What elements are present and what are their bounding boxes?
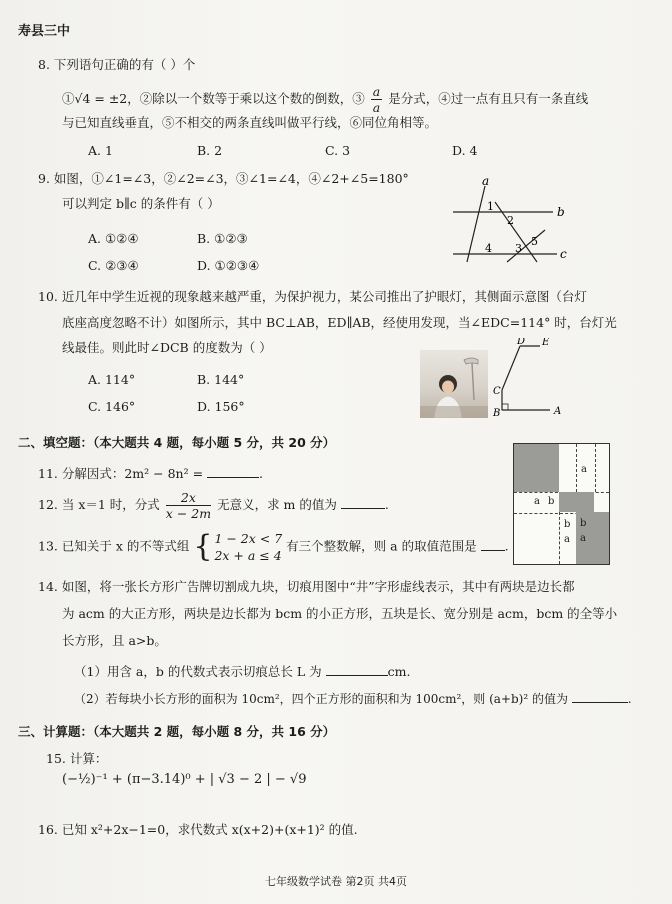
q9-option-d: D. ①②③④: [197, 258, 260, 273]
q15-title: 15. 计算：: [46, 751, 108, 766]
q12: [38, 490, 389, 521]
q8-stem: 8. 下列语句正确的有（ ）个: [38, 57, 196, 72]
label-a: a: [482, 174, 490, 188]
q8-frac-den: a: [372, 100, 381, 115]
q14-sub2-answer-blank[interactable]: [572, 688, 628, 703]
q14-label-b3: b: [580, 518, 587, 529]
q14-sub1-end: cm.: [387, 664, 411, 679]
q13-brace: {: [193, 529, 213, 564]
q8-line2: 与已知直线垂直，⑤不相交的两条直线叫做平行线，⑥同位角相等。: [62, 115, 438, 130]
right-angle-mark: [502, 404, 508, 410]
q9-option-c: C. ②③④: [88, 258, 139, 273]
label-angle-3: 3: [515, 242, 522, 255]
small-square-2: [576, 492, 594, 512]
q12-end: .: [384, 497, 389, 512]
lamp-photo-drawing: [420, 350, 488, 418]
q10-option-c: C. 146°: [88, 399, 136, 414]
q10-line2: 底座高度忽略不计）如图所示，其中 BC⊥AB，ED∥AB，经使用发现，当∠EDC=114° 时，台灯光: [62, 315, 617, 330]
q14-sub2-text: （2）若每块小长方形的面积为 10cm²，四个正方形的面积和为 100cm²，则 (a+b)² 的值为: [74, 692, 568, 706]
section-2-title: 二、填空题：（本大题共 4 题，每小题 5 分，共 20 分）: [18, 435, 336, 450]
q12-frac-num: 2x: [166, 490, 211, 506]
label-B: B: [493, 408, 501, 419]
q14-label-a2: a: [534, 496, 540, 507]
label-angle-2: 2: [507, 214, 514, 227]
q14-sub1-text: （1）用含 a，b 的代数式表示切痕总长 L 为: [74, 664, 322, 679]
q8-option-a: A. 1: [88, 143, 113, 158]
q13-ineq2: 2x + a ≤ 4: [214, 548, 282, 563]
q10-lamp-figure: [492, 338, 572, 420]
q14-sub2-end: .: [627, 692, 632, 706]
q10-option-b: B. 144°: [197, 372, 245, 387]
lamp-photo: [420, 350, 488, 418]
q9-option-a: A. ①②④: [88, 231, 139, 246]
q12-answer-blank[interactable]: [341, 494, 385, 509]
big-square-1: [514, 444, 559, 492]
label-E: E: [542, 338, 550, 348]
q13-ineq1: 1 − 2x < 7: [214, 531, 283, 546]
q14-label-a1: a: [581, 464, 587, 475]
q9-stem: 9. 如图，①∠1=∠3，②∠2=∠3，③∠1=∠4，④∠2+∠5=180°: [38, 171, 409, 186]
q13-system: [214, 530, 282, 564]
q14-label-b2: b: [564, 519, 571, 530]
q13-end: .: [504, 538, 509, 554]
q12-post: 无意义，求 m 的值为: [217, 497, 337, 512]
label-c: c: [560, 247, 567, 261]
label-angle-1: 1: [487, 200, 494, 213]
label-angle-4: 4: [485, 242, 492, 255]
q13-post: 有三个整数解，则 a 的取值范围是: [286, 538, 477, 554]
q16: 16. 已知 x²+2x−1=0，求代数式 x(x+2)+(x+1)² 的值.: [38, 822, 358, 837]
q13-answer-blank[interactable]: [481, 536, 505, 551]
q8-fraction: [371, 84, 382, 115]
q14-line1: 14. 如图，将一张长方形广告牌切割成九块，切痕用图中“井”字形虚线表示，其中有两块是边长都: [38, 579, 575, 594]
label-angle-5: 5: [531, 235, 538, 248]
q13: [38, 530, 509, 564]
q8-option-d: D. 4: [452, 143, 478, 158]
label-b: b: [557, 205, 565, 219]
q10-line3: 线最佳。则此时∠DCB 的度数为（ ）: [62, 340, 272, 355]
q15-expression: (−½)⁻¹ + (π−3.14)⁰ + | √3 − 2 | − √9: [62, 772, 307, 787]
q8-line1-b: 是分式，④过一点有且只有一条直线: [388, 91, 589, 106]
small-rect-top: [576, 444, 596, 492]
q8-option-b: B. 2: [197, 143, 223, 158]
q9-figure: [445, 172, 575, 264]
q13-pre: 13. 已知关于 x 的不等式组: [38, 538, 190, 554]
label-A: A: [554, 406, 562, 417]
q12-pre: 12. 当 x＝1 时，分式: [38, 497, 160, 512]
q10-option-d: D. 156°: [197, 399, 245, 414]
q14-figure: [513, 443, 610, 565]
q8-option-c: C. 3: [325, 143, 351, 158]
transversal-2: [507, 230, 545, 262]
q10-option-a: A. 114°: [88, 372, 136, 387]
label-D: D: [517, 338, 526, 347]
q14-label-a3: a: [564, 534, 570, 545]
q8-frac-num: a: [372, 84, 381, 99]
label-C: C: [493, 386, 501, 397]
q14-line2: 为 acm 的大正方形，两块是边长都为 bcm 的小正方形，五块是长、宽分别是 acm，bcm 的全等小: [62, 606, 618, 621]
q14-line3: 长方形，且 a>b。: [62, 633, 167, 648]
q14-sub1-answer-blank[interactable]: [326, 661, 388, 676]
q12-frac-den: x − 2m: [165, 506, 212, 521]
q11-text: 11. 分解因式：2m² − 8n² =: [38, 466, 204, 481]
q14-label-a4: a: [580, 533, 586, 544]
q14-sub1: [74, 661, 410, 681]
q9-option-b: B. ①②③: [197, 231, 248, 246]
q8-line1-a: ①√4 = ±2，②除以一个数等于乘以这个数的倒数，③: [62, 91, 365, 106]
q12-fraction: [166, 490, 211, 521]
section-3-title: 三、计算题：（本大题共 2 题，每小题 8 分，共 16 分）: [18, 724, 336, 739]
q14-label-b1: b: [548, 496, 555, 507]
school-name: 寿县三中: [18, 24, 71, 39]
q10-line1: 10. 近几年中学生近视的现象越来越严重，为保护视力，某公司推出了护眼灯，其侧面示意图（台灯: [38, 289, 587, 304]
q11-end: .: [259, 466, 264, 481]
q8-line1: [62, 84, 588, 115]
line-a: [467, 186, 485, 262]
q11: [38, 463, 263, 483]
q11-answer-blank[interactable]: [207, 463, 259, 478]
q14-sub2: [74, 688, 632, 708]
q9-line2: 可以判定 b∥c 的条件有（ ）: [62, 196, 220, 211]
small-square-1: [559, 492, 576, 512]
segment-DC: [502, 346, 520, 390]
page-footer: 七年级数学试卷 第2页 共4页: [265, 875, 407, 888]
